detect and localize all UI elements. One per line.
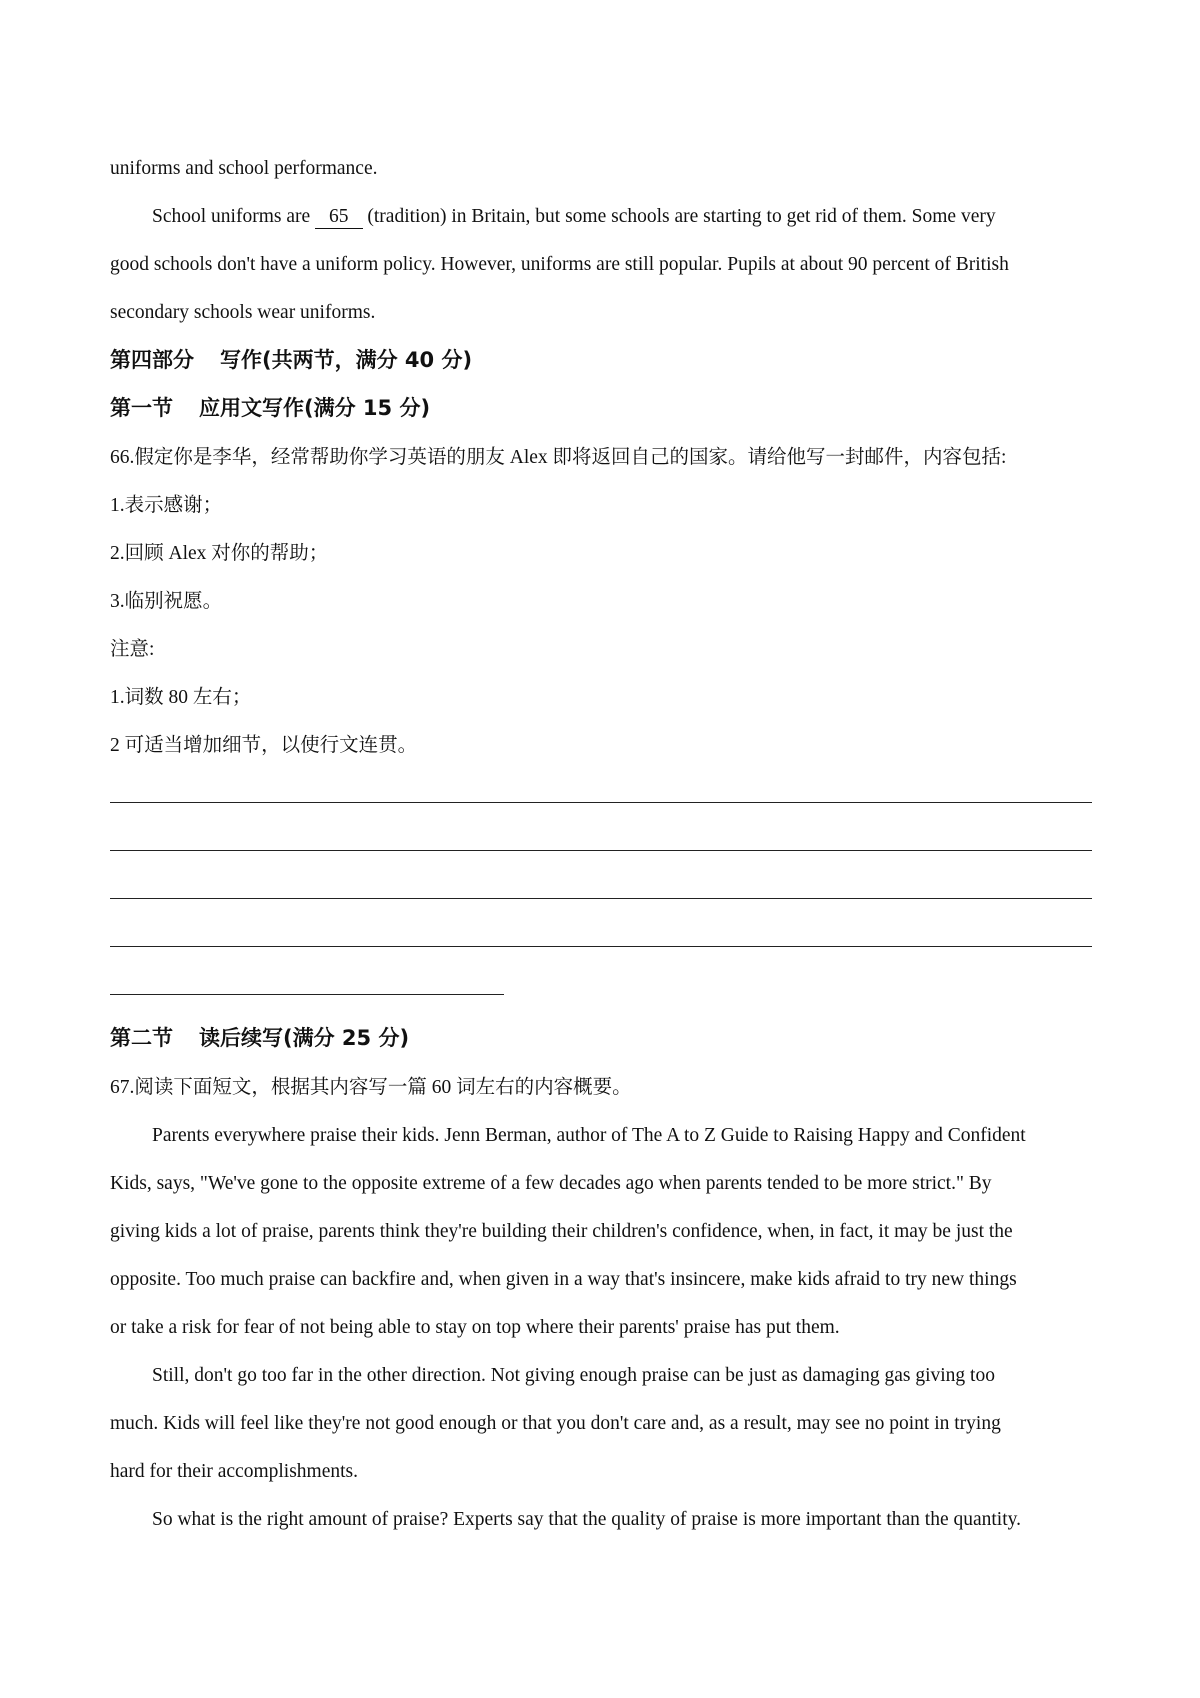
passage-line: So what is the right amount of praise? Experts say that the quality of praise is more important than the quantity. bbox=[152, 1509, 1021, 1530]
passage-line: Kids, says, "We've gone to the opposite extreme of a few decades ago when parents tended to be more strict." By bbox=[110, 1173, 992, 1194]
answer-blank-65: 65 bbox=[315, 206, 363, 229]
question-66: 66.假定你是李华，经常帮助你学习英语的朋友 Alex 即将返回自己的国家。请给他写一封邮件，内容包括: bbox=[110, 447, 1007, 468]
section2-title: 读后续写(满分 25 分) bbox=[199, 1026, 410, 1050]
answer-writing-line[interactable] bbox=[110, 898, 1092, 899]
answer-writing-line[interactable] bbox=[110, 802, 1092, 803]
section2-heading bbox=[110, 1025, 1100, 1051]
passage-line: uniforms and school performance. bbox=[110, 158, 378, 179]
notes-label: 注意: bbox=[110, 639, 155, 660]
requirement-item: 3.临别祝愿。 bbox=[110, 591, 223, 612]
question-67: 67.阅读下面短文，根据其内容写一篇 60 词左右的内容概要。 bbox=[110, 1077, 632, 1098]
part4-title: 写作(共两节，满分 40 分) bbox=[220, 348, 473, 372]
passage-line: hard for their accomplishments. bbox=[110, 1461, 359, 1482]
passage-line-with-blank bbox=[152, 204, 1100, 230]
part4-heading bbox=[110, 347, 1100, 373]
passage-line: giving kids a lot of praise, parents think they're building their children's confidence, when, in fact, it may be just the bbox=[110, 1221, 1013, 1242]
passage-line: much. Kids will feel like they're not good enough or that you don't care and, as a result, may see no point in trying bbox=[110, 1413, 1001, 1434]
passage-line: secondary schools wear uniforms. bbox=[110, 302, 376, 323]
requirement-item: 2.回顾 Alex 对你的帮助； bbox=[110, 543, 329, 564]
note-item: 1.词数 80 左右； bbox=[110, 687, 252, 708]
section1-label: 第一节 bbox=[110, 396, 173, 420]
answer-writing-line[interactable] bbox=[110, 946, 1092, 947]
answer-writing-line[interactable] bbox=[110, 850, 1092, 851]
passage-line: Parents everywhere praise their kids. Jenn Berman, author of The A to Z Guide to Raising Happy and Confident bbox=[152, 1125, 1026, 1146]
section1-title: 应用文写作(满分 15 分) bbox=[199, 396, 431, 420]
passage-text: (tradition) in Britain, but some schools are starting to get rid of them. Some very bbox=[362, 206, 996, 227]
requirement-item: 1.表示感谢； bbox=[110, 495, 223, 516]
answer-writing-line[interactable] bbox=[110, 994, 504, 995]
part4-label: 第四部分 bbox=[110, 348, 194, 372]
passage-text: School uniforms are bbox=[152, 206, 316, 227]
passage-line: opposite. Too much praise can backfire and, when given in a way that's insincere, make kids afraid to try new things bbox=[110, 1269, 1017, 1290]
section1-heading bbox=[110, 395, 1100, 421]
passage-line: or take a risk for fear of not being able to stay on top where their parents' praise has put them. bbox=[110, 1317, 840, 1338]
section2-label: 第二节 bbox=[110, 1026, 173, 1050]
note-item: 2 可适当增加细节，以使行文连贯。 bbox=[110, 735, 418, 756]
passage-line: Still, don't go too far in the other direction. Not giving enough praise can be just as damaging gas giving too bbox=[152, 1365, 995, 1386]
passage-line: good schools don't have a uniform policy. However, uniforms are still popular. Pupils at about 90 percent of British bbox=[110, 254, 1009, 275]
